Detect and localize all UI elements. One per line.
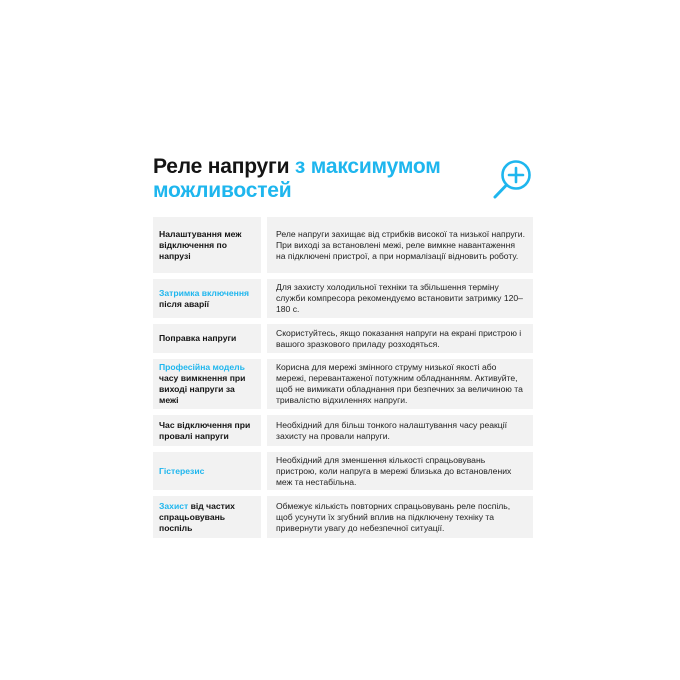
description-text: Необхідний для більш тонкого налаштування часу реакції захисту на провали напруги.: [276, 419, 508, 441]
row-label: [153, 452, 261, 490]
row-description: [267, 217, 533, 273]
feature-card: [153, 155, 533, 544]
row-description: [267, 279, 533, 318]
card-header: [153, 155, 533, 213]
row-description: [267, 359, 533, 409]
table-row: [153, 415, 533, 446]
label-text: Налаштування меж відключення по напрузі: [159, 228, 242, 261]
table-row: [153, 279, 533, 318]
description-text: Необхідний для зменшення кількості спрацьовувань пристрою, коли напруга в мережі близька до встановлених меж та нестабільна.: [276, 454, 512, 487]
row-description: [267, 452, 533, 490]
row-label: [153, 415, 261, 446]
row-label: [153, 279, 261, 318]
label-text: Час відключення при провалі напруги: [159, 419, 251, 441]
table-row: [153, 496, 533, 538]
label-text: після аварії: [159, 298, 210, 309]
title-accent-part: з максимумом можливостей: [153, 155, 441, 202]
row-label: [153, 324, 261, 353]
row-label: [153, 496, 261, 538]
table-row: [153, 359, 533, 409]
label-text: Поправка напруги: [159, 333, 237, 343]
table-row: [153, 452, 533, 490]
row-description: [267, 496, 533, 538]
description-text: Реле напруги захищає від стрибків високої та низької напруги. При виході за встановлені межі, реле вимкне навантаження на підключені пристрої, а при нормалізації відновить роботу.: [276, 228, 525, 261]
row-label: [153, 217, 261, 273]
description-text: Для захисту холодильної техніки та збільшення терміну служби компресора рекомендуємо встановити затримку 120–180 с.: [276, 282, 523, 314]
page-title: [153, 155, 533, 203]
description-text: Обмежує кількість повторних спрацьовувань реле поспіль, щоб усунути їх згубний вплив на підключену техніку та привернути увагу до небезпечної ситуації.: [276, 500, 511, 533]
label-accent: Захист: [159, 500, 189, 511]
label-accent: Затримка включення: [159, 287, 250, 298]
feature-table: [153, 217, 533, 538]
title-dark-part: Реле напруги: [153, 155, 290, 178]
table-row: [153, 324, 533, 353]
label-accent: Професійна модель: [159, 362, 245, 372]
label-text: часу вимкнення при виході напруги за межі: [159, 373, 246, 405]
row-label: [153, 359, 261, 409]
description-text: Скористуйтесь, якщо показання напруги на екрані пристрою і вашого зразкового приладу розходяться.: [276, 327, 522, 349]
row-description: [267, 324, 533, 353]
label-text: від частих спрацьовувань поспіль: [159, 500, 235, 533]
table-row: [153, 217, 533, 273]
row-description: [267, 415, 533, 446]
label-accent: Гістерезис: [159, 465, 205, 476]
zoom-in-icon: [491, 158, 533, 202]
description-text: Корисна для мережі змінного струму низької якості або мережі, перевантаженої потужним обладнанням. Активуйте, щоб не вимикати обладнання при безпечних за величиною та тривалістю відхиленнях напруги.: [276, 362, 523, 405]
